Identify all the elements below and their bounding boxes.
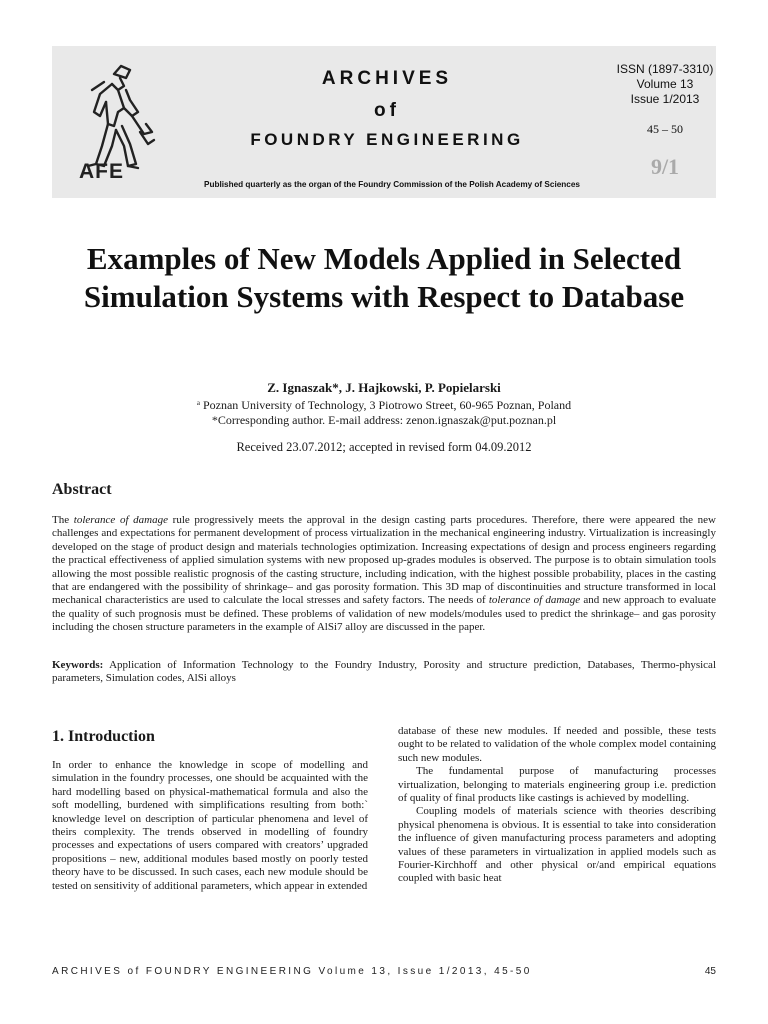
section-heading-introduction: 1. Introduction: [52, 728, 155, 745]
affiliation: $^a$ Poznan University of Technology, 3 Piotrowo Street, 60-965 Poznan, Poland: [196, 398, 572, 412]
footer-page-number: 45: [704, 966, 716, 977]
volume: Volume 13: [636, 77, 694, 91]
journal-name-line1: ARCHIVES: [321, 68, 453, 89]
published-note: Published quarterly as the organ of the Foundry Commission of the Polish Academy of Sciences: [204, 180, 580, 189]
received-dates: Received 23.07.2012; accepted in revised form 04.09.2012: [236, 440, 532, 454]
keywords-label: Keywords:: [52, 659, 104, 671]
afe-logo-text: AFE: [79, 160, 124, 183]
issn: ISSN (1897-3310): [616, 62, 714, 76]
affiliation-mark: a: [196, 399, 200, 407]
keywords: [52, 659, 716, 686]
intro-paragraph: Coupling models of materials science with theories describing physical phenomena is obvious. It is essential to take into consideration the influence of given manufacturing process parameters and adopting values of these parameters in virtualization in applied models such as Fourier-Kirchhoff and other physical or/and empirical equations coupled with basic heat: [398, 805, 716, 885]
article-number: 9/1: [650, 154, 680, 179]
abstract-heading: Abstract: [52, 481, 112, 498]
issn-block: [600, 62, 730, 107]
journal-name-line2: of: [374, 100, 400, 121]
authors: Z. Ignaszak*, J. Hajkowski, P. Popielarski: [267, 380, 501, 395]
journal-name-line3: FOUNDRY ENGINEERING: [250, 130, 524, 149]
page-range: 45 – 50: [647, 122, 683, 136]
paper-title: Examples of New Models Applied in Selected Simulation Systems with Respect to Database: [83, 241, 685, 314]
keywords-text: Application of Information Technology to the Foundry Industry, Porosity and structure prediction, Databases, Thermo-physical parameters, Simulation codes, AlSi alloys: [52, 659, 716, 685]
issue: Issue 1/2013: [630, 92, 700, 106]
affiliation-block: [0, 396, 768, 428]
introduction-right-column: [398, 725, 716, 886]
abstract-text: The tolerance of damage rule progressively meets the approval in the design casting parts procedures. Therefore, there were appeared the new challenges and expectations for permanent development of process virtualization in the mechanical engineering industry. Virtualization is increasingly developed on the stage of product design and materials technologies optimization. Increasing expectations of design and process engineers regarding the practical effectiveness of applied simulation systems with new proposed up-grades modules is observed. The purpose is to obtain simulation tools allowing the most possible realistic prognosis of the casting structure, including indication, with the highest possible probability, places in the casting that are endangered with the possibility of shrinkage– and gas porosity formation. This 3D map of discontinuities and structure transformed in local mechanical characteristics are used to calculate the local stresses and safety factors. The needs of tolerance of damage and new approach to evaluate the quality of such prognosis must be defined. These problems of validation of new models/modules used to predict the shrinkage– and gas porosity including the chosen structure parameters in the example of AlSi7 alloy are discussed in the paper.: [52, 514, 716, 634]
intro-paragraph: database of these new modules. If needed and possible, these tests ought to be related to validation of the whole complex model containing such new modules.: [398, 725, 717, 764]
introduction-left-column: [52, 759, 368, 893]
journal-header: [52, 46, 716, 198]
intro-paragraph: In order to enhance the knowledge in scope of modelling and simulation in the foundry processes, one should be acquainted with the hard modelling based on physical-mathematical formula and also the soft modelling, burdened with simplifications resulting from both:` knowledge level on description of particular phenomena and level of theirs complexity. The trends observed in modelling of foundry processes and expectations of users compared with creators’ upgraded propositions – new, additional modules based mostly on poorly tested theory have to be discussed. In such cases, each new module should be tested on sensitivity of additional parameters, which appear in extended: [52, 759, 368, 892]
footer-journal-ref: ARCHIVES of FOUNDRY ENGINEERING Volume 13, Issue 1/2013, 45-50: [52, 966, 532, 977]
corresponding-author: *Corresponding author. E-mail address: zenon.ignaszak@put.poznan.pl: [211, 413, 557, 427]
intro-paragraph: The fundamental purpose of manufacturing processes virtualization, belonging to materials engineering group i.e. prediction of quality of final products like castings is achieved by modelling.: [398, 765, 716, 805]
